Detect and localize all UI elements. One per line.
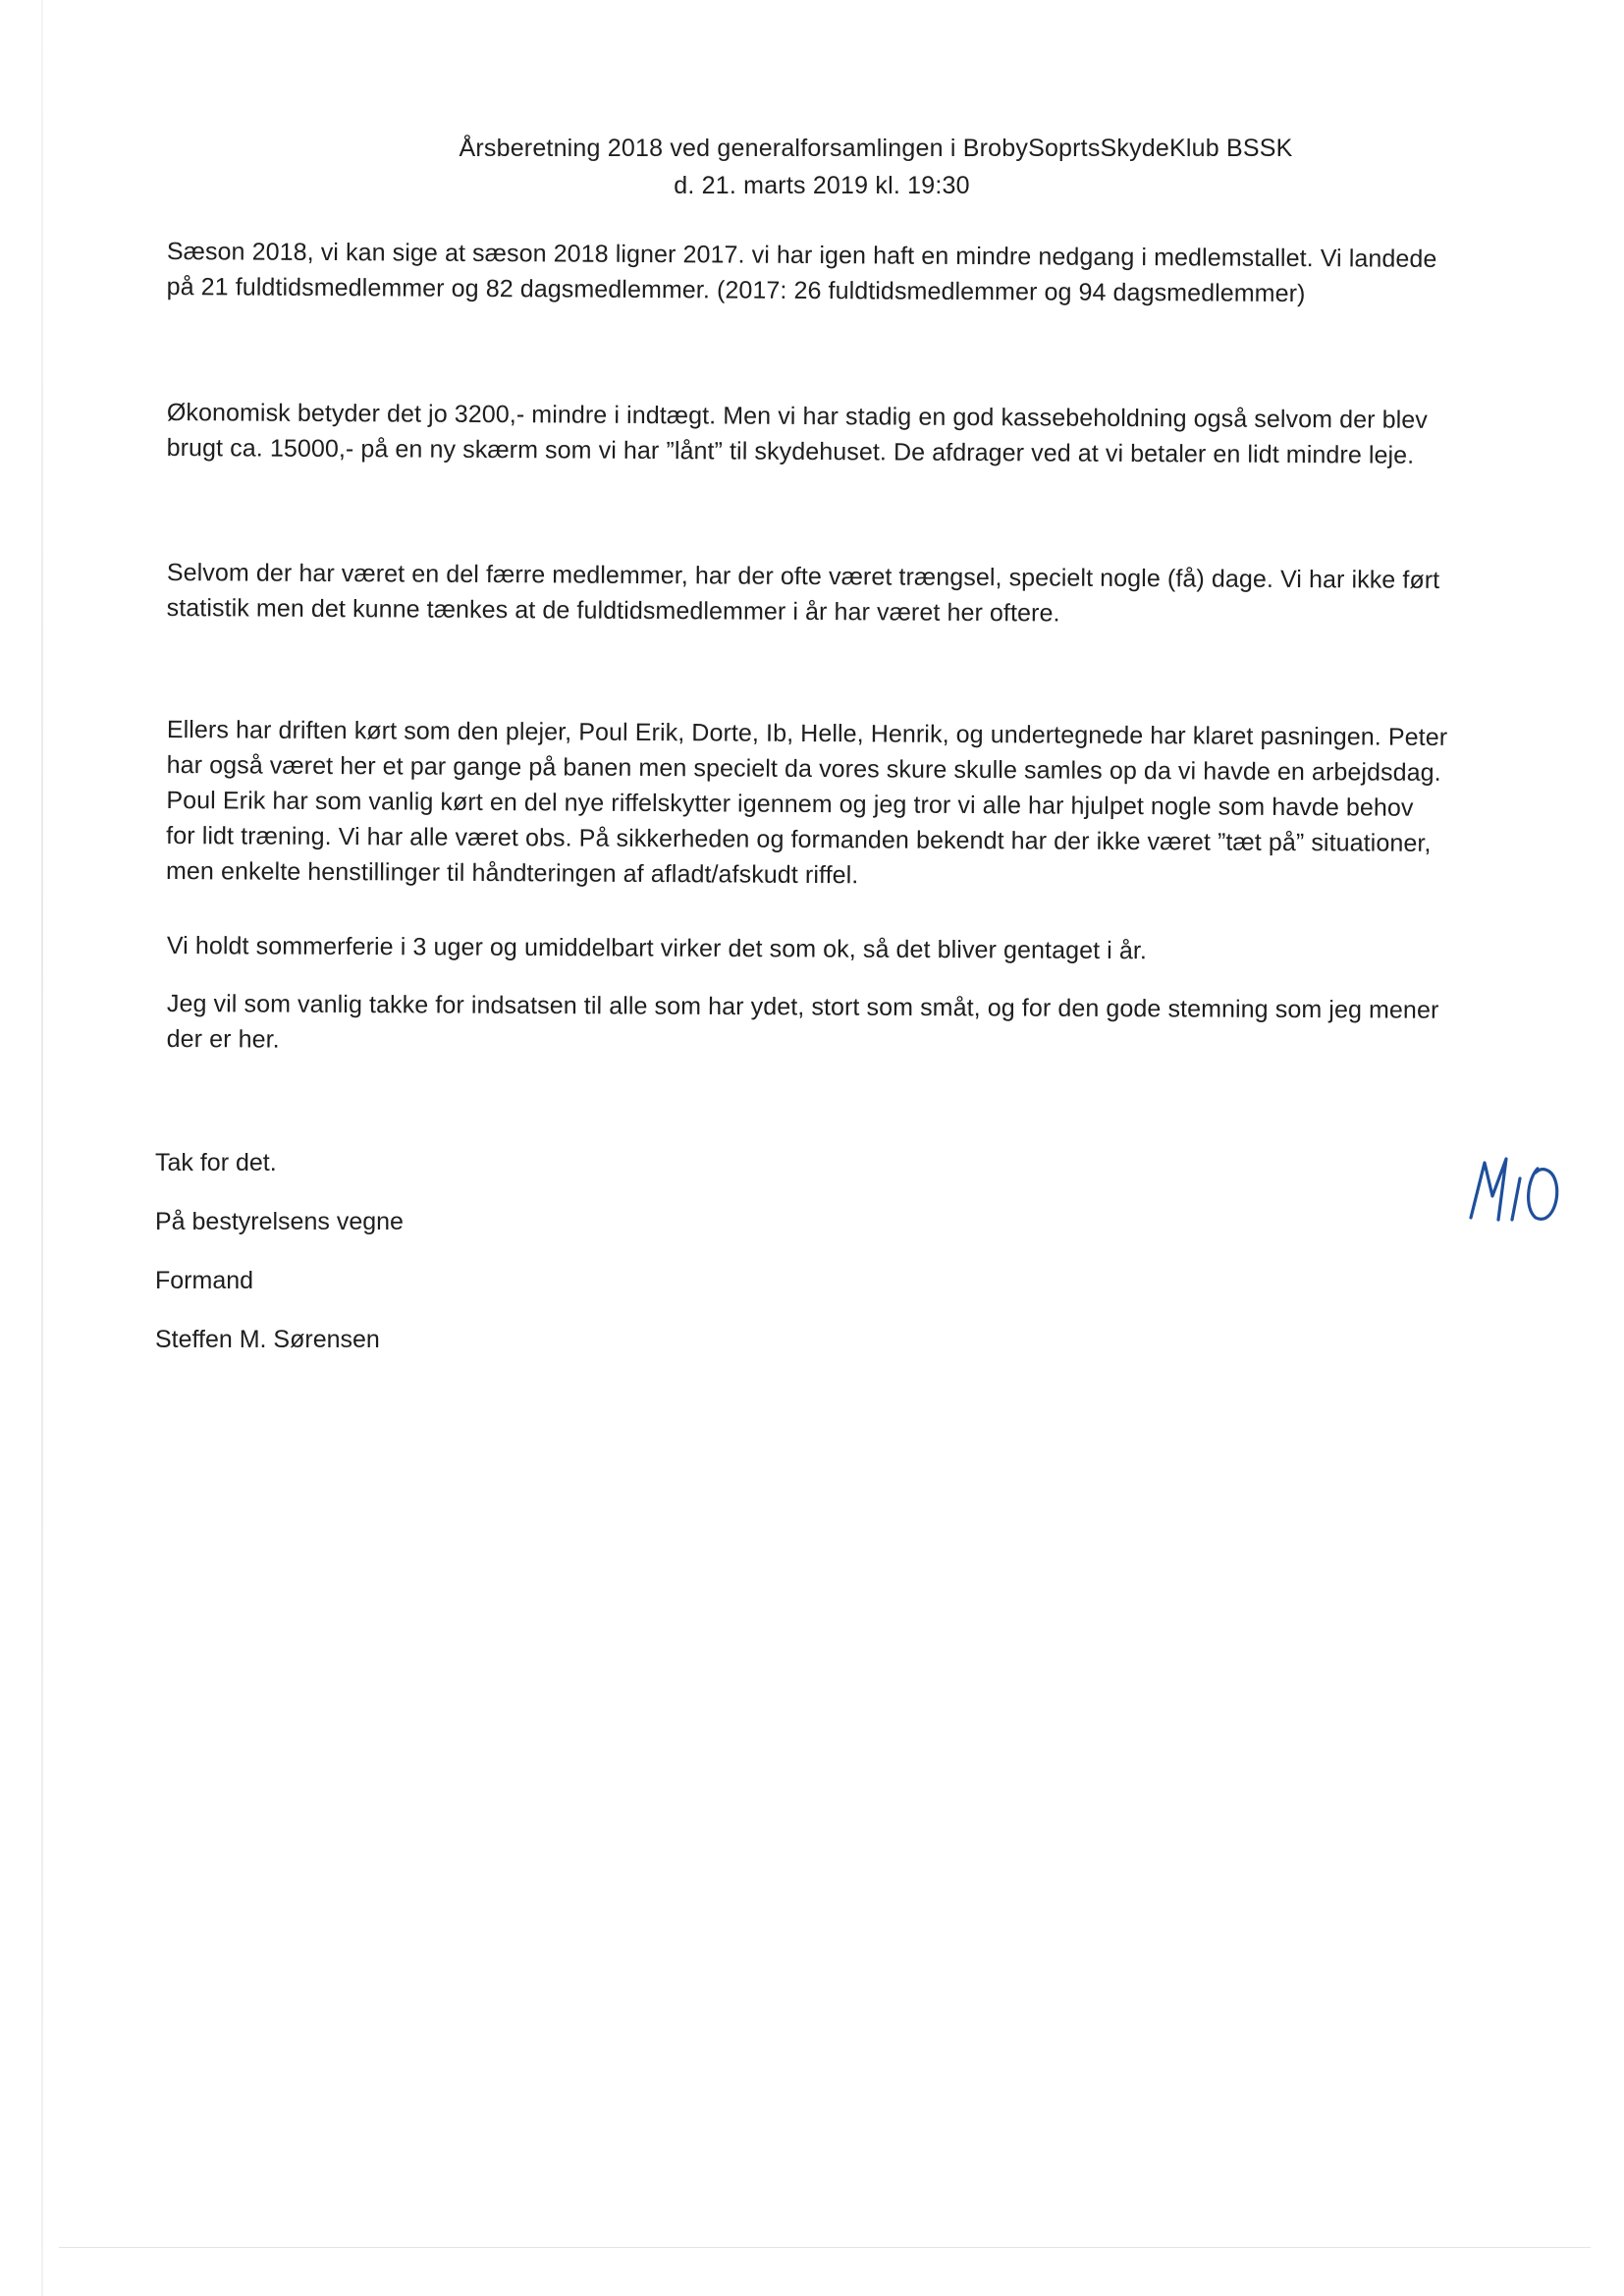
text-line: på 21 fuldtidsmedlemmer og 82 dagsmedlemmer. (2017: 26 fuldtidsmedlemmer og 94 dagsmedlemmer) [166,272,1306,308]
title-date-line: d. 21. marts 2019 kl. 19:30 [674,172,970,199]
text-line: Vi holdt sommerferie i 3 uger og umiddelbart virker det som ok, så det bliver gentaget i år. [166,931,1148,965]
paragraph-crowding [167,555,1532,633]
text-line: statistik men det kunne tænkes at de fuldtidsmedlemmer i år har været her oftere. [166,593,1060,628]
paragraph-operations [166,712,1532,897]
paragraph-membership [167,234,1532,312]
text-line: har også været her et par gange på banen men specielt da vores skure skulle samles op da vi havde en arbejdsdag. [166,750,1441,787]
text-line: der er her. [166,1024,280,1054]
title-line: Årsberetning 2018 ved generalforsamlingen i BrobySoprtsSkydeKlub BSSK [459,135,1293,162]
text-line: Sæson 2018, vi kan sige at sæson 2018 ligner 2017. vi har igen haft en mindre nedgang i medlemstallet. Vi landede [166,237,1437,273]
paragraph-thanks [167,986,1532,1064]
closing-role: Formand [155,1267,254,1294]
handwritten-signature [1463,1149,1571,1237]
closing-block [155,1133,404,1369]
text-line: for lidt træning. Vi har alle været obs. På sikkerheden og formanden bekendt har der ikke været ”tæt på” situationer, [166,821,1432,857]
text-line: Økonomisk betyder det jo 3200,- mindre i indtægt. Men vi har stadig en god kassebeholdning også selvom der blev [166,398,1428,434]
text-line: Jeg vil som vanlig takke for indsatsen til alle som har ydet, stort som småt, og for den gode stemning som jeg mener [166,989,1439,1024]
paragraph-summer-break [167,928,1532,970]
text-line: brugt ca. 15000,- på en ny skærm som vi har ”lånt” til skydehuset. De afdrager ved at vi betaler en lidt mindre leje. [166,433,1415,469]
scan-edge [41,0,43,2296]
text-line: Poul Erik har som vanlig kørt en del nye riffelskytter igennem og jeg tror vi alle har hjulpet nogle som havde behov [166,786,1414,822]
scan-edge [59,2247,1591,2248]
closing-thanks: Tak for det. [155,1149,277,1176]
text-line: men enkelte henstillinger til håndteringen af afladt/afskudt riffel. [165,856,859,890]
signatory-name: Steffen M. Sørensen [155,1326,380,1353]
closing-on-behalf: På bestyrelsens vegne [155,1208,404,1235]
document-title [0,130,1624,204]
paragraph-economy [167,395,1532,473]
text-line: Ellers har driften kørt som den plejer, Poul Erik, Dorte, Ib, Helle, Henrik, og undertegnede har klaret pasningen. Peter [166,715,1448,751]
text-line: Selvom der har været en del færre medlemmer, har der ofte været trængsel, specielt nogle (få) dage. Vi har ikke ført [166,558,1440,594]
